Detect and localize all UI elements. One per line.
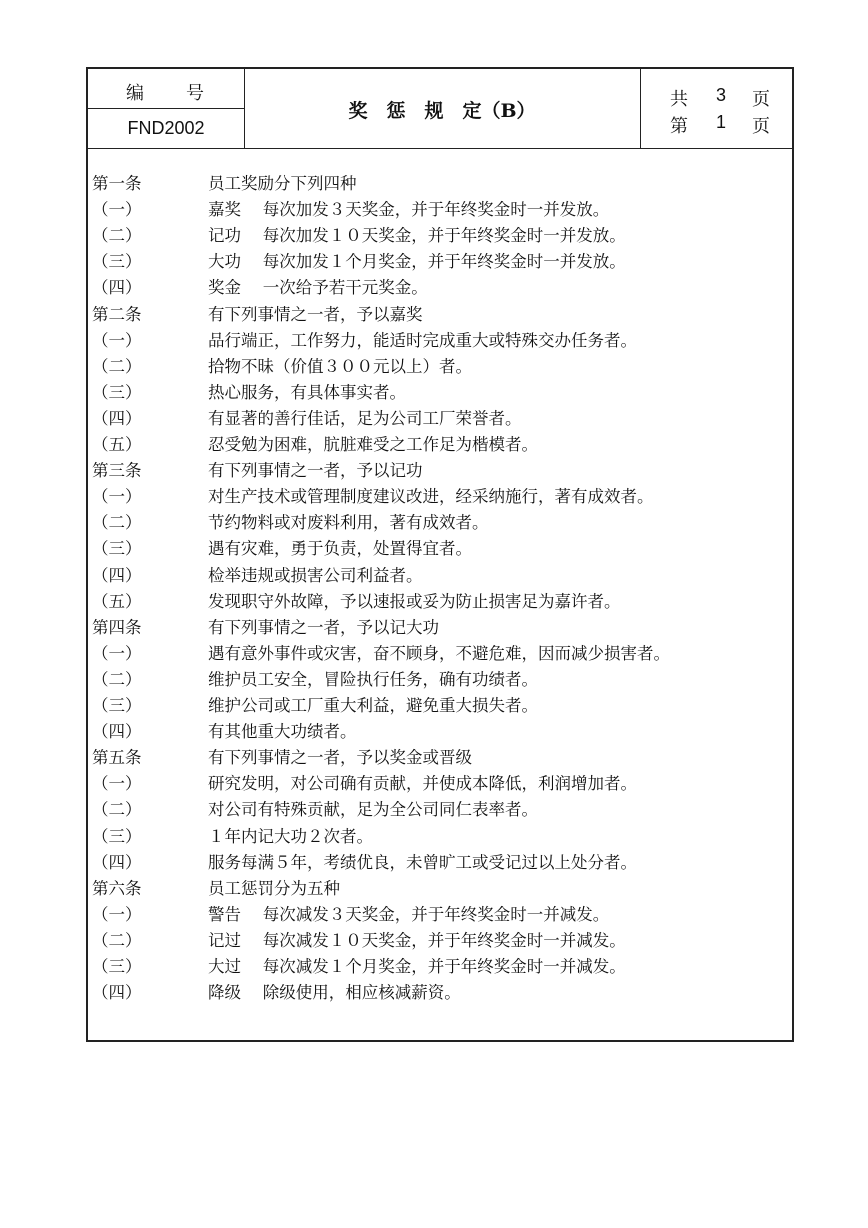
line-text: 发现职守外故障，予以速报或妥为防止损害足为嘉许者。 — [208, 591, 621, 611]
line-text: 对公司有特殊贡献，足为全公司同仁表率者。 — [208, 800, 538, 820]
line-label: （二） — [92, 930, 142, 950]
line-text: 对生产技术或管理制度建议改进，经采纳施行，著有成效者。 — [208, 487, 654, 507]
clause-line — [88, 328, 792, 354]
line-text: 热心服务，有具体事实者。 — [208, 382, 406, 402]
line-label: （三） — [92, 252, 142, 272]
clause-line — [88, 484, 792, 510]
article-line — [88, 302, 792, 328]
total-pages: 3 — [716, 85, 727, 105]
article-line — [88, 615, 792, 641]
article-line — [88, 876, 792, 902]
line-label: （三） — [92, 957, 142, 976]
line-label: （三） — [92, 696, 142, 715]
line-label: （四） — [92, 565, 142, 585]
article-line — [88, 458, 792, 484]
document-code: FND2002 — [127, 118, 205, 138]
line-label: （三） — [92, 539, 142, 559]
line-text: 有下列事情之一者，予以嘉奖 — [208, 304, 423, 324]
clause-line — [88, 249, 792, 275]
document-title: 奖 惩 规 定（B） — [348, 100, 536, 122]
line-text: 大功 每次加发１个月奖金，并于年终奖金时一并发放。 — [208, 252, 626, 272]
header-divider-mid — [88, 108, 244, 109]
line-text: 警告 每次减发３天奖金，并于年终奖金时一并减发。 — [208, 904, 610, 924]
clause-line — [88, 667, 792, 693]
clause-line — [88, 354, 792, 380]
clause-line — [88, 432, 792, 458]
line-label: （四） — [92, 983, 142, 1003]
clause-line — [88, 197, 792, 223]
clause-line — [88, 928, 792, 954]
line-text: 记功 每次加发１０天奖金，并于年终奖金时一并发放。 — [208, 226, 626, 246]
clause-line — [88, 771, 792, 797]
clause-line — [88, 641, 792, 667]
total-label-right: 页 — [752, 89, 770, 110]
line-label: （二） — [92, 356, 142, 376]
clause-line — [88, 693, 792, 719]
line-text: 节约物料或对废料利用，著有成效者。 — [208, 513, 489, 533]
line-text: 有其他重大功绩者。 — [208, 722, 357, 742]
line-label: （五） — [92, 591, 142, 611]
clause-line — [88, 380, 792, 406]
line-label: （一） — [92, 330, 142, 350]
line-text: 维护员工安全，冒险执行任务，确有功绩者。 — [208, 669, 538, 689]
line-text: 品行端正，工作努力，能适时完成重大或特殊交办任务者。 — [208, 330, 637, 350]
clause-line — [88, 275, 792, 301]
line-label: （一） — [92, 487, 142, 507]
clause-line — [88, 954, 792, 980]
page-label-right: 页 — [752, 116, 770, 137]
clause-line — [88, 510, 792, 536]
line-label: （三） — [92, 382, 142, 402]
line-label: （五） — [92, 435, 142, 454]
line-label: （一） — [92, 774, 142, 794]
line-text: 拾物不昧（价值３００元以上）者。 — [208, 356, 472, 376]
header-divider-right — [640, 69, 641, 148]
line-label: （二） — [92, 226, 142, 246]
total-label-left: 共 — [670, 89, 688, 110]
clause-line — [88, 797, 792, 823]
line-text: 研究发明，对公司确有贡献，并使成本降低，利润增加者。 — [208, 774, 637, 794]
clause-line — [88, 589, 792, 615]
line-label: （二） — [92, 669, 142, 689]
line-text: 降级 除级使用，相应核减薪资。 — [208, 983, 461, 1003]
line-label: （一） — [92, 643, 142, 663]
line-text: 维护公司或工厂重大利益，避免重大损失者。 — [208, 696, 538, 715]
header-bottom-border — [88, 148, 792, 149]
line-text: 员工惩罚分为五种 — [208, 878, 340, 898]
line-label: （一） — [92, 904, 142, 924]
line-text: 遇有灾难，勇于负责，处置得宜者。 — [208, 539, 472, 559]
line-label: （三） — [92, 826, 142, 846]
line-label: （四） — [92, 852, 142, 872]
line-text: 有下列事情之一者，予以奖金或晋级 — [208, 748, 472, 768]
article-line — [88, 745, 792, 771]
line-label: 第四条 — [92, 617, 142, 637]
number-label: 编 号 — [126, 83, 206, 104]
clause-line — [88, 563, 792, 589]
line-text: 奖金 一次给予若干元奖金。 — [208, 278, 428, 298]
line-text: 员工奖励分下列四种 — [208, 174, 357, 193]
article-line — [88, 171, 792, 197]
line-label: （一） — [92, 200, 142, 220]
clause-line — [88, 536, 792, 562]
clause-line — [88, 850, 792, 876]
line-text: 有下列事情之一者，予以记大功 — [208, 617, 439, 637]
line-text: 检举违规或损害公司利益者。 — [208, 565, 423, 585]
line-label: （二） — [92, 800, 142, 820]
line-text: 有显著的善行佳话，足为公司工厂荣誉者。 — [208, 408, 522, 428]
line-text: 服务每满５年，考绩优良，未曾旷工或受记过以上处分者。 — [208, 852, 637, 872]
line-text: 遇有意外事件或灾害，奋不顾身，不避危难，因而减少损害者。 — [208, 643, 670, 663]
line-text: １年内记大功２次者。 — [208, 826, 373, 846]
line-label: 第三条 — [92, 461, 142, 481]
line-text: 忍受勉为困难，肮脏难受之工作足为楷模者。 — [208, 435, 538, 454]
line-text: 嘉奖 每次加发３天奖金，并于年终奖金时一并发放。 — [208, 200, 610, 220]
clause-line — [88, 406, 792, 432]
line-label: （四） — [92, 722, 142, 742]
page-label-left: 第 — [670, 116, 688, 137]
line-text: 有下列事情之一者，予以记功 — [208, 461, 423, 481]
line-label: （四） — [92, 278, 142, 298]
line-label: （四） — [92, 408, 142, 428]
line-label: 第一条 — [92, 174, 142, 193]
clause-line — [88, 902, 792, 928]
line-label: 第五条 — [92, 748, 142, 768]
line-label: 第六条 — [92, 878, 142, 898]
clause-line — [88, 223, 792, 249]
line-label: 第二条 — [92, 304, 142, 324]
clause-line — [88, 824, 792, 850]
document-frame — [86, 67, 794, 1042]
line-label: （二） — [92, 513, 142, 533]
line-text: 大过 每次减发１个月奖金，并于年终奖金时一并减发。 — [208, 957, 626, 976]
clause-line — [88, 980, 792, 1006]
clause-line — [88, 719, 792, 745]
page-number: 1 — [716, 112, 727, 132]
line-text: 记过 每次减发１０天奖金，并于年终奖金时一并减发。 — [208, 930, 626, 950]
